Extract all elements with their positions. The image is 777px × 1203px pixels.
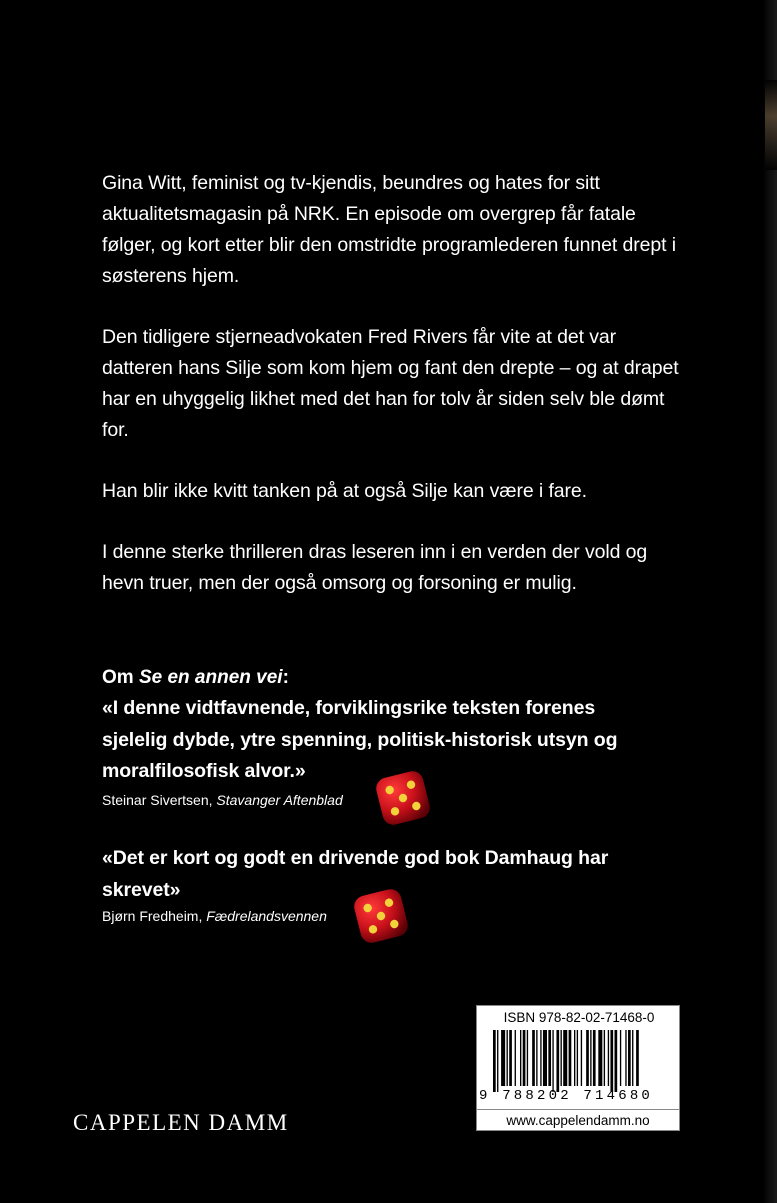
review-source-2-name: Bjørn Fredheim,: [102, 908, 207, 924]
barcode-bar: [532, 1030, 535, 1086]
review-intro-suffix: :: [282, 667, 289, 688]
blurb-paragraph-1: Gina Witt, feminist og tv-kjendis, beundres og hates for sitt aktualitetsmagasin på NRK. En episode om overgrep får fatale følger, og kort etter blir den omstridte programlederen funnet drept i søsterens hjem.: [102, 172, 676, 287]
barcode-bar: [509, 1030, 512, 1086]
barcode-bar: [615, 1030, 618, 1092]
review-intro: [102, 662, 702, 693]
review-quote-1: «I denne vidtfavnende, forviklingsrike teksten forenes sjelelig dybde, ytre spenning, politisk-historisk utsyn og moralfilosofisk alvor.»: [102, 697, 618, 782]
barcode-bar: [625, 1030, 626, 1086]
barcode-bar: [636, 1030, 639, 1086]
barcode-bar: [501, 1030, 505, 1086]
barcode-bar: [536, 1030, 537, 1086]
review-intro-prefix: Om: [102, 667, 139, 688]
barcode-bar: [593, 1030, 596, 1086]
barcode-bar: [598, 1030, 602, 1086]
barcode-bar: [540, 1030, 541, 1086]
barcode-bar: [574, 1030, 575, 1086]
barcode-digits: 9 788202 714680: [479, 1088, 654, 1104]
barcode-bar: [604, 1030, 605, 1086]
red-die-five-icon: [372, 767, 434, 829]
barcode-bar: [507, 1030, 508, 1086]
barcode-bar: [569, 1030, 572, 1086]
barcode-bar: [620, 1030, 621, 1086]
review-source-2: [102, 906, 327, 926]
barcode-bar: [586, 1030, 589, 1086]
barcode-bar: [581, 1030, 582, 1086]
review-book-title: Se en annen vei: [138, 667, 283, 688]
barcode-bar: [515, 1030, 516, 1086]
barcode-bar: [577, 1030, 578, 1086]
review-source-2-publication: Fædrelandsvennen: [206, 908, 327, 924]
barcode-bar: [523, 1030, 526, 1086]
review-quote-2: «Det er kort og godt en drivende god bok Damhaug har skrevet»: [102, 847, 609, 901]
barcode-bars: [481, 1030, 677, 1092]
barcode-bar: [563, 1030, 567, 1086]
barcode-bar: [590, 1030, 591, 1086]
spine-edge: [763, 0, 777, 1203]
blurb-paragraph-3: Han blir ikke kvitt tanken på at også Silje kan være i fare.: [102, 480, 587, 502]
blurb-text: [102, 168, 692, 629]
review-source-1: [102, 790, 343, 810]
spine-glow: [765, 80, 777, 170]
barcode-bar: [556, 1030, 559, 1092]
isbn-label: ISBN 978-82-02-71468-0: [503, 1010, 655, 1025]
barcode-bar: [543, 1030, 547, 1086]
barcode-bar: [561, 1030, 562, 1086]
barcode-bar: [610, 1030, 613, 1092]
barcode-bar: [493, 1030, 496, 1092]
blurb-paragraph-2: Den tidligere stjerneadvokaten Fred Rivers får vite at det var datteren hans Silje som kom hjem og fant den drepte – og at drapet har en uhyggelig likhet med det han for tolv år siden selv ble dømt for.: [102, 326, 679, 441]
publisher-logo: CAPPELEN DAMM: [73, 1110, 289, 1135]
blurb-paragraph-4: I denne sterke thrilleren dras leseren inn i en verden der vold og hevn truer, men der også omsorg og forsoning er mulig.: [102, 541, 648, 594]
barcode-bar: [552, 1030, 553, 1092]
barcode-bar: [548, 1030, 551, 1086]
barcode-bar: [497, 1030, 498, 1092]
review-source-1-publication: Stavanger Aftenblad: [216, 792, 343, 808]
barcode-bar: [628, 1030, 631, 1086]
barcode-bar: [527, 1030, 528, 1086]
barcode-bar: [520, 1030, 521, 1086]
publisher-url: www.cappelendamm.no: [477, 1109, 679, 1131]
isbn-barcode: [476, 1005, 680, 1131]
barcode-bar: [608, 1030, 609, 1086]
barcode-bar: [632, 1030, 633, 1086]
review-source-1-name: Steinar Sivertsen,: [102, 792, 217, 808]
red-die-five-icon: [350, 885, 412, 947]
